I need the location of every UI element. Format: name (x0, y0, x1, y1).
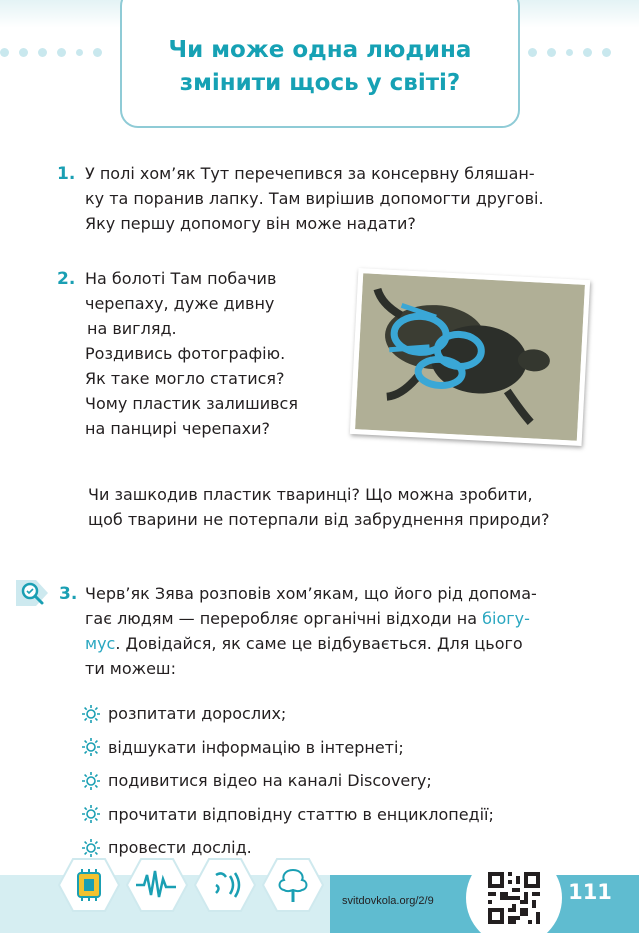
biohumus-link-cont[interactable]: мус (85, 634, 116, 653)
question-3-text: Черв’як Зява розповів хом’якам, що його рід допома- гає людям — переробляє органічні відходи на біогу- мус. Довідайся, як саме це відбувається. Для цього ти можеш: (85, 584, 537, 678)
list-item: прочитати відповідну статтю в енциклопедії; (82, 798, 494, 832)
chip-icon (58, 858, 120, 912)
question-2-number: 2. (57, 269, 76, 289)
question-2-followup: Чи зашкодив пластик тваринці? Що можна зробити, щоб тварини не потерпали від забруднення природи? (88, 485, 550, 529)
ear-sound-icon (194, 858, 256, 912)
sun-bullet-icon (82, 772, 100, 790)
sun-bullet-icon (82, 705, 100, 723)
turtle-photo (350, 268, 590, 446)
page-number: 111 (568, 880, 612, 904)
sun-bullet-icon (82, 839, 100, 857)
biohumus-link[interactable]: біогу- (482, 609, 530, 628)
sound-wave-icon (126, 858, 188, 912)
sun-bullet-icon (82, 805, 100, 823)
question-1-text: У полі хом’як Тут перечепився за консервну бляшан- ку та поранив лапку. Там вирішив допомогти другові. Яку першу допомогу він може надати? (85, 164, 544, 233)
sun-bullet-icon (82, 738, 100, 756)
dot-row-left (0, 48, 102, 58)
qr-code (466, 850, 562, 946)
website-url[interactable]: svitdovkola.org/2/9 (342, 895, 434, 907)
question-1-number: 1. (57, 164, 76, 184)
dot-row-right (528, 48, 611, 58)
question-2-text: На болоті Там побачив черепаху, дуже дивну на вигляд. Роздивись фотографію. Як таке могло статися? Чому пластик залишився на панцирі черепахи? (85, 269, 298, 438)
list-item: відшукати інформацію в інтернеті; (82, 731, 494, 765)
research-magnifier-icon (16, 578, 50, 608)
page-title: Чи може одна людина змінити щось у світі? (168, 37, 472, 96)
options-list (82, 697, 494, 865)
list-item: розпитати дорослих; (82, 697, 494, 731)
list-item: подивитися відео на каналі Discovery; (82, 764, 494, 798)
tree-icon (262, 858, 324, 912)
list-item: провести дослід. (82, 831, 494, 865)
qr-code-icon (488, 872, 540, 924)
question-3-number: 3. (59, 584, 78, 604)
